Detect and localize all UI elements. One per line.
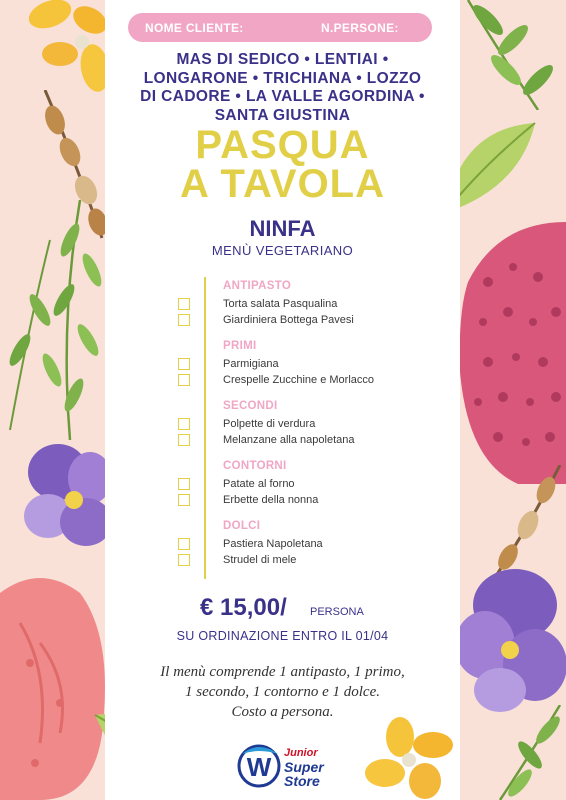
purple-pansy-left	[20, 438, 110, 553]
checkbox[interactable]	[178, 314, 190, 326]
section-title-secondi: SECONDI	[223, 400, 278, 412]
locations-line: LONGARONE • TRICHIANA • LOZZO	[143, 69, 422, 87]
menu-item: Pastiera Napoletana	[223, 538, 323, 550]
menu-item: Strudel di mele	[223, 554, 297, 566]
main-title	[105, 123, 460, 206]
menu-name: NINFA	[249, 216, 316, 241]
locations-line: SANTA GIUSTINA	[214, 106, 351, 124]
store-locations	[105, 51, 460, 125]
menu-item: Parmigiana	[223, 358, 279, 370]
section-title-antipasto: ANTIPASTO	[223, 280, 292, 292]
description-line: Costo a persona.	[231, 704, 334, 720]
logo-letter: W	[246, 752, 272, 782]
checkbox[interactable]	[178, 374, 190, 386]
title-line-1: PASQUA	[195, 123, 370, 167]
menu-item: Crespelle Zucchine e Morlacco	[223, 374, 375, 386]
checkbox[interactable]	[178, 418, 190, 430]
logo-text-line: Store	[284, 773, 320, 789]
checkbox[interactable]	[178, 478, 190, 490]
menu-description	[105, 662, 460, 722]
locations-line: DI CADORE • LA VALLE AGORDINA •	[140, 88, 425, 105]
checkbox[interactable]	[178, 298, 190, 310]
menu-item: Polpette di verdura	[223, 418, 316, 430]
yellow-flower-top-left	[20, 0, 110, 100]
menu-item: Patate al forno	[223, 478, 295, 490]
logo-text-line: Junior	[284, 747, 318, 759]
customer-name-label: NOME CLIENTE:	[145, 21, 244, 35]
section-title-dolci: DOLCI	[223, 520, 261, 532]
price-unit: PERSONA	[310, 606, 364, 618]
persons-count-label: N.PERSONE:	[321, 21, 399, 35]
section-title-primi: PRIMI	[223, 340, 257, 352]
customer-info-bar	[128, 13, 432, 42]
green-sprig-top-right	[458, 0, 566, 110]
price-amount: € 15,00/	[200, 594, 287, 621]
order-deadline: SU ORDINAZIONE ENTRO IL 01/04	[176, 629, 389, 643]
menu-item: Melanzane alla napoletana	[223, 434, 355, 446]
checkbox[interactable]	[178, 494, 190, 506]
purple-pansy-right	[455, 565, 566, 720]
menu-item: Torta salata Pasqualina	[223, 298, 338, 310]
title-line-2: A TAVOLA	[179, 162, 385, 206]
green-sprig-bottom-right	[470, 705, 566, 800]
menu-item: Erbette della nonna	[223, 494, 319, 506]
green-sprig-left	[0, 200, 110, 440]
checkbox[interactable]	[178, 554, 190, 566]
menu-subtitle: MENÙ VEGETARIANO	[211, 243, 354, 258]
menu-item: Giardiniera Bottega Pavesi	[223, 314, 354, 326]
junior-super-store-logo	[236, 742, 346, 792]
section-title-contorni: CONTORNI	[223, 460, 287, 472]
menu-divider-line	[204, 277, 206, 579]
checkbox[interactable]	[178, 434, 190, 446]
pink-egg-right	[458, 222, 566, 484]
description-line: 1 secondo, 1 contorno e 1 dolce.	[185, 684, 380, 700]
locations-line: MAS DI SEDICO • LENTIAI •	[176, 51, 389, 68]
description-line: Il menù comprende 1 antipasto, 1 primo,	[160, 664, 405, 680]
yellow-flower-bottom-right	[355, 715, 465, 800]
checkbox[interactable]	[178, 538, 190, 550]
logo-text-line: Super	[284, 759, 324, 775]
checkbox[interactable]	[178, 358, 190, 370]
logo-circle-icon	[236, 742, 282, 788]
